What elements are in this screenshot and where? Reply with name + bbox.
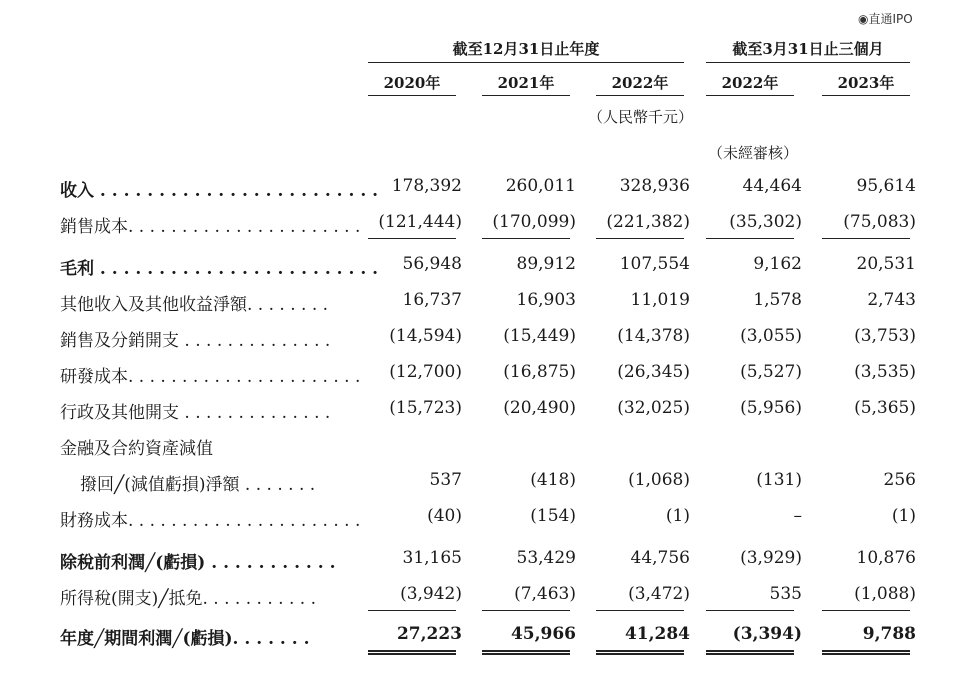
year-header-2021: 2021年 [497,74,555,92]
subtotal-rule [596,238,684,239]
subtotal-rule [706,238,794,239]
row-value: 9,788 [862,624,916,644]
table-row [60,176,969,202]
watermark: ◉直通IPO [858,12,913,26]
row-value: 31,165 [402,548,462,568]
row-value: (5,956) [740,398,802,418]
table-row [60,624,969,650]
table-row [60,290,969,316]
row-value: (1) [891,506,916,526]
row-value: (12,700) [389,362,462,382]
unaudited-note: （未經審核） [708,144,799,162]
row-value: (1) [665,506,690,526]
row-value: (3,472) [628,584,690,604]
subtotal-rule [482,238,570,239]
year-rule [368,95,456,96]
year-rule [596,95,684,96]
table-row [60,254,969,280]
table-row [60,212,969,238]
row-value: (16,875) [503,362,576,382]
subtotal-rule [368,238,456,239]
year-rule [482,95,570,96]
table-row [60,434,969,460]
row-label: 收入 . . . . . . . . . . . . . . . . . . . . . . . . [60,181,379,201]
row-value: (1,068) [628,470,690,490]
header-year-end-rule [368,62,684,63]
subtotal-rule [706,610,794,611]
row-label: 行政及其他開支 . . . . . . . . . . . . . . [60,403,331,423]
row-value: 2,743 [867,290,916,310]
row-value: (121,444) [378,212,462,232]
row-value: (5,365) [854,398,916,418]
row-value: 260,011 [505,176,576,196]
total-double-rule [368,650,456,655]
row-label: 研發成本. . . . . . . . . . . . . . . . . . . . . . [60,367,361,387]
row-value: (7,463) [514,584,576,604]
subtotal-rule [596,610,684,611]
row-value: 328,936 [619,176,690,196]
row-value: 27,223 [396,624,462,644]
row-value: 89,912 [516,254,576,274]
row-label: 所得稅(開支)╱抵免. . . . . . . . . . . [60,589,316,609]
row-value: (221,382) [606,212,690,232]
row-value: 95,614 [856,176,916,196]
year-rule [706,95,794,96]
row-value: 1,578 [753,290,802,310]
row-value: (170,099) [492,212,576,232]
row-value: 16,903 [516,290,576,310]
row-value: (15,723) [389,398,462,418]
row-value: (3,394) [732,624,802,644]
subtotal-rule [482,610,570,611]
total-double-rule [822,650,910,655]
row-value: (154) [530,506,576,526]
total-double-rule [596,650,684,655]
total-double-rule [482,650,570,655]
subtotal-rule [368,610,456,611]
row-value: (26,345) [617,362,690,382]
table-row [60,362,969,388]
row-label: 銷售及分銷開支 . . . . . . . . . . . . . . [60,331,331,351]
year-header-2022-q1: 2022年 [721,74,779,92]
row-value: (75,083) [843,212,916,232]
row-value: (14,594) [389,326,462,346]
row-label: 撥回╱(減值虧損)淨額 . . . . . . . [80,475,316,495]
row-value: (20,490) [503,398,576,418]
subtotal-rule [822,238,910,239]
row-value: (131) [756,470,802,490]
year-header-2023-q1: 2023年 [837,74,895,92]
year-header-2020: 2020年 [383,74,441,92]
header-three-months-rule [706,62,910,63]
row-value: 10,876 [856,548,916,568]
row-value: 20,531 [856,254,916,274]
row-value: 537 [429,470,462,490]
row-value: (32,025) [617,398,690,418]
table-row [60,398,969,424]
row-value: (1,088) [854,584,916,604]
table-row [60,584,969,610]
row-value: (35,302) [729,212,802,232]
row-value: (14,378) [617,326,690,346]
row-label: 金融及合約資產減值 [60,439,213,459]
row-value: 178,392 [391,176,462,196]
row-value: (3,055) [740,326,802,346]
row-value: (15,449) [503,326,576,346]
header-three-months: 截至3月31日止三個月 [732,40,884,58]
row-label: 年度╱期間利潤╱(虧損). . . . . . . [60,629,310,649]
table-row [60,470,969,496]
table-row [60,548,969,574]
row-value: (3,535) [854,362,916,382]
row-value: 56,948 [402,254,462,274]
header-year-end: 截至12月31日止年度 [452,40,600,58]
subtotal-rule [822,610,910,611]
row-value: 9,162 [753,254,802,274]
year-header-2022: 2022年 [611,74,669,92]
row-value: (3,753) [854,326,916,346]
row-label: 除稅前利潤╱(虧損) . . . . . . . . . . . [60,553,336,573]
row-value: 107,554 [619,254,690,274]
table-row [60,506,969,532]
row-value: 45,966 [510,624,576,644]
row-value: 11,019 [630,290,690,310]
year-rule [822,95,910,96]
row-value: (40) [427,506,462,526]
row-value: (418) [530,470,576,490]
row-value: 44,464 [742,176,802,196]
row-value: – [793,506,802,526]
row-value: 44,756 [630,548,690,568]
currency-note: （人民幣千元） [588,108,694,126]
total-double-rule [706,650,794,655]
row-value: 53,429 [516,548,576,568]
row-value: 16,737 [402,290,462,310]
row-value: (3,942) [400,584,462,604]
row-value: 41,284 [624,624,690,644]
row-label: 銷售成本. . . . . . . . . . . . . . . . . . . . . . [60,217,361,237]
row-value: 535 [769,584,802,604]
table-row [60,326,969,352]
row-label: 毛利 . . . . . . . . . . . . . . . . . . . . . . . . [60,259,379,279]
row-value: 256 [883,470,916,490]
row-value: (5,527) [740,362,802,382]
row-label: 其他收入及其他收益淨額. . . . . . . . [60,295,329,315]
row-label: 財務成本. . . . . . . . . . . . . . . . . . . . . . [60,511,361,531]
row-value: (3,929) [740,548,802,568]
